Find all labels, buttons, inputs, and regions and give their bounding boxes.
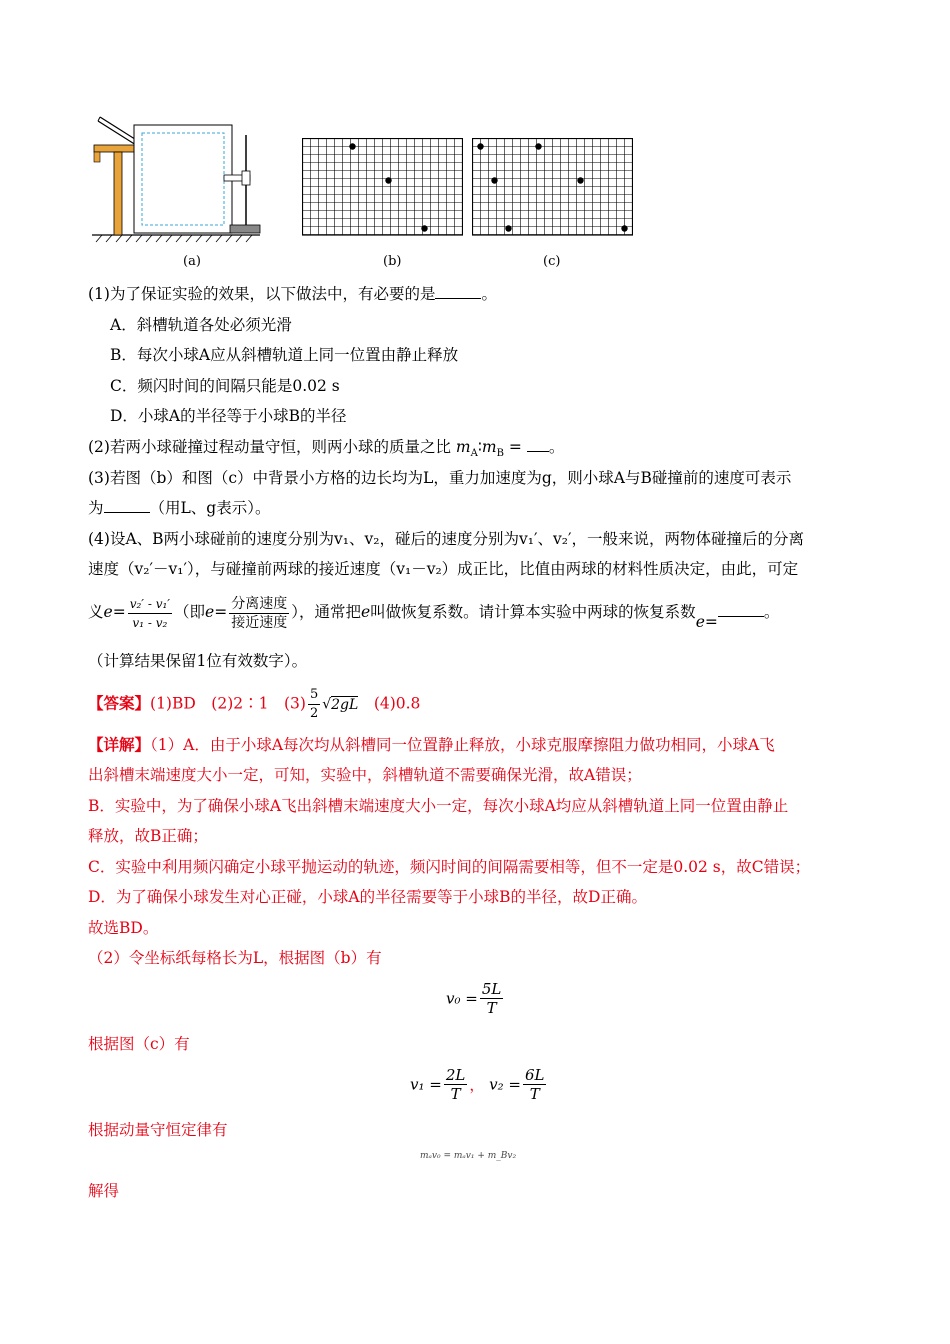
answer-line: 【答案】(1)BD (2)2∶1 (3) $\frac{5}{2}$ √2gL (4)0.8 xyxy=(88,687,421,721)
grid-dot xyxy=(349,143,355,149)
equation-v1-v2: v₁ = $\frac{2L}{T}$ ， v₂ = $\frac{6L}{T}$ xyxy=(410,1066,545,1103)
question-4-line-2: 速度（v₂′－v₁′），与碰撞前两球的接近速度（v₁－v₂）成正比，比值由两球的材料性质决定，由此，可定 xyxy=(88,560,799,578)
question-4-line-3: 义e= $\frac{\text{v₂′ - v₁′}}{\text{v₁ - v₂}}$ （即e= $\frac{\text{分离速度}}{\text{接近速度}}$ ），通常把e叫做恢复系数。请计算本实验中两球的恢复系数e=。 xyxy=(88,595,780,631)
caption-a: (a) xyxy=(183,254,201,269)
apparatus-figure xyxy=(90,115,265,245)
question-4-line-1: (4)设A、B两小球碰前的速度分别为v₁、v₂，碰后的速度分别为v₁′、v₂′，一般来说，两物体碰撞后的分离 xyxy=(88,530,804,548)
detail-line-1: 【详解】（1）A．由于小球A每次均从斜槽同一位置静止释放，小球克服摩擦阻力做功相同，小球A飞 xyxy=(88,735,775,754)
detail-line-7: 故选BD。 xyxy=(88,919,159,937)
grid-dot xyxy=(385,177,391,183)
detail-line-6: D．为了确保小球发生对心正碰，小球A的半径需要等于小球B的半径，故D正确。 xyxy=(88,888,647,906)
grid-dot xyxy=(535,143,541,149)
question-1: (1)为了保证实验的效果，以下做法中，有必要的是 。 xyxy=(88,285,497,303)
detail-line-11: 解得 xyxy=(88,1182,120,1200)
caption-b: (b) xyxy=(383,254,402,269)
grid-figure-c xyxy=(472,138,633,236)
question-4-line-4: （计算结果保留1位有效数字）。 xyxy=(88,652,308,670)
detail-line-5: C．实验中利用频闪确定小球平抛运动的轨迹，频闪时间的间隔需要相等，但不一定是0.02 s，故C错误； xyxy=(88,858,811,876)
option-c: C．频闪时间的间隔只能是0.02 s xyxy=(110,377,340,395)
question-3-line-2: 为 （用L、g表示）。 xyxy=(88,499,271,517)
detail-line-8: （2）令坐标纸每格长为L，根据图（b）有 xyxy=(88,949,382,967)
detail-line-2: 出斜槽末端速度大小一定，可知，实验中，斜槽轨道不需要确保光滑，故A错误； xyxy=(88,766,642,784)
detail-line-9: 根据图（c）有 xyxy=(88,1035,190,1053)
question-3-line-1: (3)若图（b）和图（c）中背景小方格的边长均为L，重力加速度为g，则小球A与B碰撞前的速度可表示 xyxy=(88,469,792,487)
grid-dot xyxy=(621,225,627,231)
detail-line-4: 释放，故B正确； xyxy=(88,827,208,845)
word-fraction: $\frac{\text{分离速度}}{\text{接近速度}}$ xyxy=(231,595,288,631)
grid-dot xyxy=(477,143,483,149)
answer-label: 【答案】 xyxy=(88,693,151,713)
detail-line-10: 根据动量守恒定律有 xyxy=(88,1121,228,1139)
grid-dot xyxy=(491,177,497,183)
option-a: A．斜槽轨道各处必须光滑 xyxy=(110,316,292,334)
grid-figure-b xyxy=(302,138,463,236)
caption-c: (c) xyxy=(543,254,561,269)
detail-label: 【详解】 xyxy=(88,735,151,754)
option-b: B．每次小球A应从斜槽轨道上同一位置由静止释放 xyxy=(110,346,459,364)
equation-v0: v₀ = $\frac{5L}{T}$ xyxy=(446,980,502,1017)
grid-dot xyxy=(577,177,583,183)
answer-blank xyxy=(435,284,481,299)
option-d: D．小球A的半径等于小球B的半径 xyxy=(110,407,347,425)
grid-dot xyxy=(421,225,427,231)
recovery-coefficient-fraction: $\frac{\text{v₂′ - v₁′}}{\text{v₁ - v₂}}$ xyxy=(129,596,171,630)
question-2: (2)若两小球碰撞过程动量守恒，则两小球的质量之比 $m_A∶m_B$ = 。 xyxy=(88,438,565,460)
equation-momentum: mₐv₀ = mₐv₁ + m_Bv₂ xyxy=(420,1151,517,1161)
grid-dot xyxy=(505,225,511,231)
detail-line-3: B．实验中，为了确保小球A飞出斜槽末端速度大小一定，每次小球A均应从斜槽轨道上同一位置由静止 xyxy=(88,797,789,815)
